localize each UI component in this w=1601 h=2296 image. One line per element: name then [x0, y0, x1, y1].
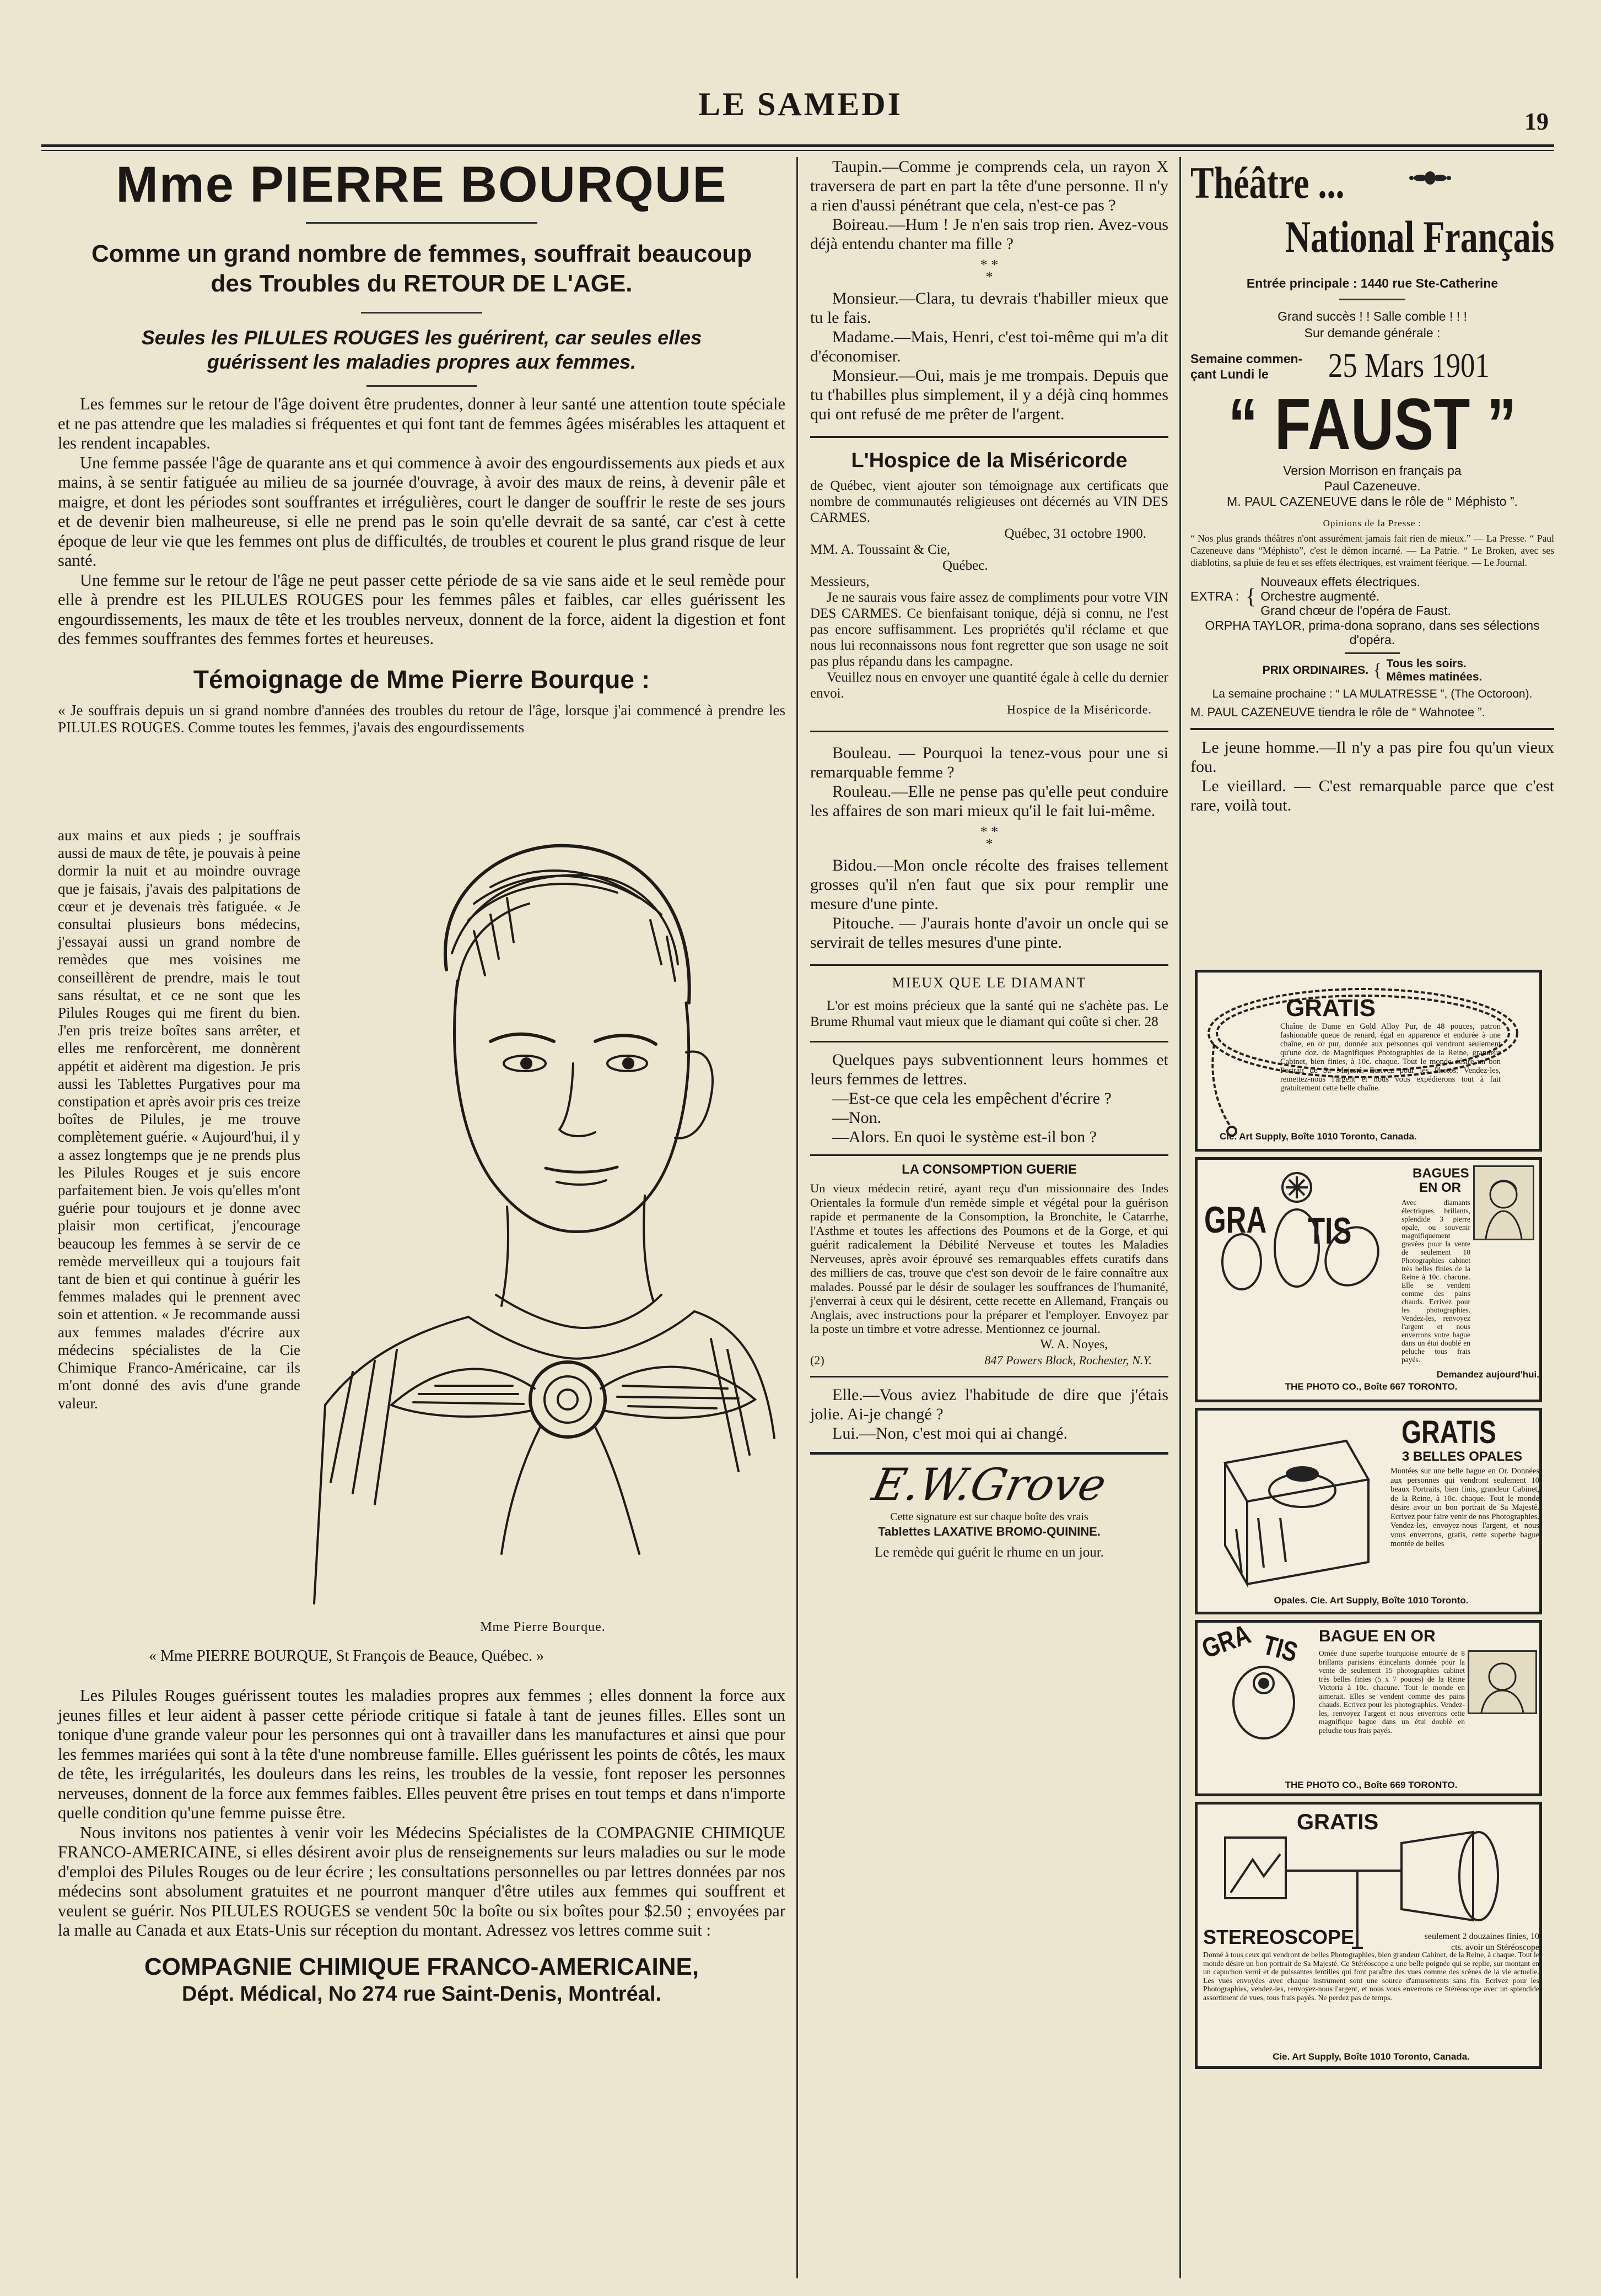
ad5-body: Donné à tous ceux qui vendront de belles Photographies, bien grandeur Cabinet, de la Reine, à chaque. Tout le monde désire un bon portrait de Sa Majesté. Ce Stéréoscope a une belle poignée qui se replie, sur montant en un capuchon verni et de puissantes lentilles qui font paraître des vues comme des scènes de la vie actuelle. Les vues envoyées avec chaque instrument sont une source d'amusements sans fin. Ecrivez pour les Photographies, vendez-les, renvoyez-nous l'argent, et nous vous enverrons ce Stéréoscope avec un splendide assortiment de vues, tous frais payés. Ne perdez pas de temps.: [1203, 1951, 1539, 2002]
hospice-salutation: Messieurs,: [810, 574, 870, 589]
paragraph-4: Les Pilules Rouges guérissent toutes les maladies propres aux femmes ; elles donnent la force aux jeunes filles et leur aident à passer cette période critique si fatale à tant de jeunes filles. Elles sont un tonique d'une grande valeur pour les personnes qui ont à travailler dans les manufactures et ainsi que pour les femmes mariées qui sont à la tête d'une nombreuse famille. Elles guérissent les points de côtés, les maux de tête, les irrégularités, les douleurs dans les reins, les troubles de la vessie, font reposer les personnes nerveuses, donnent de la force aux femmes faibles. Elles peuvent être prises en tout temps et dans n'importe quelle condition qu'une femme puisse être.: [58, 1686, 785, 1822]
theatre-header: [1190, 157, 1554, 267]
theatre-entrance: Entrée principale : 1440 rue Ste-Catherine: [1246, 276, 1498, 290]
ad5-footer: Cie. Art Supply, Boîte 1010 Toronto, Canada.: [1273, 2051, 1470, 2062]
ad-gratis-bague: [1195, 1620, 1542, 1796]
left-column-bottom: [58, 1686, 785, 2007]
portrait-illustration: [309, 821, 777, 1614]
ad-subtitle: [58, 239, 785, 299]
theatre-title: Théâtre ...: [1190, 158, 1345, 208]
dialogue-bidou: Bidou.—Mon oncle récolte des fraises tellement grosses qu'il n'en faut que six pour remplir une mesure d'une pinte.: [810, 856, 1168, 913]
press-opinions: “ Nos plus grands théâtres n'ont assurément jamais fait rien de mieux.” — La Presse. “ Paul Cazeneuve dans “Méphisto”, c'est le démon incarné. — La Patrie. “ Le Broken, avec ses diablotins, sa pluie de feu et ses effets électriques, est vraiment féerique. — Le Journal.: [1190, 533, 1554, 568]
extra-label: EXTRA :: [1190, 588, 1239, 603]
joke-pays-2: —Est-ce que cela les empêchent d'écrire ?: [832, 1089, 1112, 1108]
extra-item-1: Nouveaux effets électriques.: [1260, 575, 1421, 589]
hospice-body: Je ne saurais vous faire assez de compliments pour votre VIN DES CARMES. Ce bienfaisant tonique, déjà si connu, ne l'est pas encore suffisamment. Les propriétés qu'il réclame et que nous lui reconnaissons nous font regretter que son usage ne soit pas plus répandu dans les campagne.: [810, 590, 1168, 669]
newspaper-title: LE SAMEDI: [698, 86, 903, 122]
prix-label: PRIX ORDINAIRES.: [1262, 664, 1369, 677]
orpha-taylor: ORPHA TAYLOR, prima-dona soprano, dans ses sélections d'opéra.: [1205, 618, 1540, 647]
version-line-2: Paul Cazeneuve.: [1324, 479, 1421, 493]
ad-gratis-opales: [1195, 1408, 1542, 1614]
dialogue-taupin: Taupin.—Comme je comprends cela, un rayon X traversera de part en part la tête d'une personne. Il n'y a rien d'aussi pénétrant que cela, n'est-ce pas ?: [810, 158, 1168, 214]
ad3-title: GRATIS: [1401, 1414, 1496, 1450]
ad-subheading-line-1: Seules les PILULES ROUGES les guérirent, car seules elles: [141, 326, 702, 349]
ring-box-icon: [1203, 1419, 1379, 1590]
left-column: [58, 157, 785, 736]
ad2-title-left: GRA: [1204, 1199, 1267, 1241]
portrait-caption: Mme Pierre Bourque.: [480, 1620, 606, 1634]
hospice-signature: Hospice de la Miséricorde.: [1006, 703, 1152, 716]
diamant-body: L'or est moins précieux que la santé qui ne s'achète pas. Le Brume Rhumal vaut mieux que le diamant qui coûte si cher. 28: [810, 998, 1168, 1029]
hospice-date: Québec, 31 octobre 1900.: [1004, 526, 1146, 541]
ad2-title-right: TIS: [1308, 1210, 1352, 1252]
testimony-heading: Témoignage de Mme Pierre Bourque :: [193, 665, 650, 694]
ad2-body-top: Avec diamants électriques brillants, splendide 3 pierre opale, ou souvenir magnifiquement gravées pour la vente de seulement 10 Photographies cabinet très belles finies de la Reine à 10c. chacune. Elle se vendent comme des pains chauds. Ecrivez pour les photographies. Vendez-les, renvoyez l'argent et nous enverrons votre bague dans un étui doublé en peluche tous frais payés.: [1401, 1198, 1470, 1364]
dialogue-pitouche: Pitouche. — J'aurais honte d'avoir un oncle qui se servirait de telles mesures d'une pinte.: [810, 914, 1168, 952]
rings-icon: [1209, 1165, 1385, 1292]
hospice-body-2: Veuillez nous en envoyer une quantité égale à celle du dernier envoi.: [810, 670, 1168, 701]
extra-block: [1190, 574, 1554, 618]
paragraph-1: Les femmes sur le retour de l'âge doivent être prudentes, donner à leur santé une attention toute spéciale et ne pas attendre que les maladies si fréquentes et qui font tant de femmes âgées misérables les attaquent et les rendent incapables.: [58, 395, 785, 452]
faust-title: “ FAUST ”: [1228, 383, 1517, 464]
extra-item-3: Grand chœur de l'opéra de Faust.: [1260, 603, 1451, 618]
subheading-rule: [366, 385, 477, 387]
prix-brace-icon: {: [1373, 660, 1382, 680]
joke-vieillard: Le vieillard. — C'est remarquable parce que c'est rare, voilà tout.: [1190, 777, 1554, 814]
divider: [810, 436, 1168, 438]
divider-5: [810, 1154, 1168, 1156]
ad-headline: Mme PIERRE BOURQUE: [116, 156, 727, 213]
company-address: Dépt. Médical, No 274 rue Saint-Denis, Montréal.: [182, 1982, 661, 2006]
ad-gratis-chain: [1195, 970, 1542, 1152]
joke-pays-3: —Non.: [832, 1109, 882, 1127]
ad4-title-right: TIS: [1259, 1629, 1301, 1668]
dialogue-rouleau: Rouleau.—Elle ne pense pas qu'elle peut conduire les affaires de son mari mieux qu'il le fait lui-même.: [810, 782, 1168, 820]
consomption-address-text: 847 Powers Block, Rochester, N.Y.: [984, 1353, 1152, 1367]
divider-2: [810, 731, 1168, 732]
consomption-address: [810, 1352, 1168, 1368]
ad4-heading: BAGUE EN OR: [1319, 1627, 1436, 1645]
testimony-signature: « Mme PIERRE BOURQUE, St François de Beauce, Québec. »: [149, 1647, 544, 1665]
ad1-title: GRATIS: [1286, 995, 1376, 1022]
joke-pays-1: Quelques pays subventionnent leurs hommes et leurs femmes de lettres.: [810, 1051, 1168, 1088]
ad5-heading: STEREOSCOPE: [1203, 1926, 1355, 1948]
subtitle-rule: [361, 312, 482, 314]
diamant-title: MIEUX QUE LE DIAMANT: [892, 975, 1087, 991]
ad-subtitle-line-1: Comme un grand nombre de femmes, souffrait beaucoup: [91, 240, 752, 267]
ad2-heading: BAGUES EN OR: [1413, 1166, 1469, 1195]
column-divider-2: [1179, 157, 1181, 2278]
dialogue-monsieur-2: Monsieur.—Oui, mais je me trompais. Depuis que tu t'habilles plus simplement, il y a déjà cinq hommes qui ont refusé de me prêter de l'argent.: [810, 366, 1168, 423]
paragraph-3: Une femme sur le retour de l'âge ne peut passer cette période de sa vie sans aide et le seul remède pour elle à prendre est les PILULES ROUGES pour les femmes pâles et faibles, car elles guérissent les engourdissements, les maux de tête et les troubles nerveux, donnent de la force, aident la digestion et font des femmes souffrantes des femmes fortes et heureuses.: [58, 570, 785, 648]
dialogue-bouleau: Bouleau. — Pourquoi la tenez-vous pour une si remarquable femme ?: [810, 744, 1168, 781]
portrait-of-woman-icon: [309, 821, 777, 1614]
joke-pays-4: —Alors. En quoi le système est-il bon ?: [832, 1128, 1097, 1146]
hospice-intro: de Québec, vient ajouter son témoignage aux certificats que nombre de communautés religieuses ont décernés au VIN DES CARMES.: [810, 478, 1168, 525]
paragraph-5: Nous invitons nos patientes à venir voir les Médecins Spécialistes de la COMPAGNIE CHIMIQUE FRANCO-AMERICAINE, si elles désirent avoir plus de renseignements sur leurs maladies ou sur le mode d'emploi des Pilules Rouges ou de leur écrire ; les consultations personnelles ou par lettres données par nos médecins sont absolument gratuites et ne pourront manquer d'être utiles aux femmes qui souffrent et veulent se guérir. Nos PILULES ROUGES se vendent 50c la boîte ou six boîtes pour $2.50 ; envoyées par la malle au Canada et aux Etats-Unis sur réception du montant. Adressez vos lettres comme suit :: [58, 1823, 785, 1940]
testimony-text: aux mains et aux pieds ; je souffrais aussi de maux de tête, je pouvais à peine dormir la nuit et au moindre ouvrage que je faisais, j'avais des palpitations de cœur et je devenais très fatiguée. « Je consultai plusieurs bons médecins, j'essayai aussi un grand nombre de remèdes que mes voisines me conseillèrent de prendre, mais le tout sans résultat, et ce ne sont que les Pilules Rouges qui me firent du bien. J'en pris treize boîtes sans arrêter, et elles me renforcèrent, me donnèrent appétit et aidèrent ma digestion. Je pris aussi les Tablettes Purgatives pour ma constipation et après avoir pris ces treize boîtes de Pilules, je me trouve complètement guérie. « Aujourd'hui, il y a assez longtemps que je ne prends plus les Pilules Rouges et je suis encore parfaitement bien. Je vois qu'elles m'ont guérie pour toujours et je donne avec plaisir mon certificat, j'encourage beaucoup les femmes à se servir de ce remède merveilleux qui a toujours fait tant de bien et qui continue à guérir les femmes malades qui le prennent avec soin et attention. « Je recommande aussi aux femmes malades d'écrire aux médecins spécialistes de la Cie Chimique Franco-Américaine, car ils m'ont donné des avis d'une grande valeur.: [58, 827, 300, 1412]
theatre-bottom-rule: [1190, 728, 1554, 730]
ad-gratis-rings: [1195, 1157, 1542, 1402]
grove-line-1: Cette signature est sur chaque boîte des vrais: [890, 1510, 1088, 1523]
ad4-title-left: GRA: [1198, 1618, 1255, 1665]
prix-list: [1386, 657, 1482, 684]
header-rule-thin: [41, 150, 1554, 151]
header-rule: [41, 144, 1554, 147]
middle-column: [810, 157, 1168, 1563]
divider-4: [810, 1041, 1168, 1042]
press-opinions-label: Opinions de la Presse :: [1323, 518, 1422, 528]
extra-list: [1260, 575, 1451, 618]
theatre-week-label: [1190, 351, 1328, 382]
paragraph-2: Une femme passée l'âge de quarante ans et qui commence à avoir des engourdissements aux pieds et aux mains, à se sentir fatiguée au milieu de sa journée d'ouvrage, à avoir des maux de reins, à devenir pâle et maigre, et dont les périodes sont souffrantes et irrégulières, court le danger de souffrir le reste de ses jours et de devenir bien malheureuse, si elle ne prend pas le soin qu'elle devrait de sa santé, car c'est à cette époque de leur vie que les femmes ont plus de difficultés, de troubles et courent le plus grand risque de leur santé.: [58, 453, 785, 570]
hospice-title: L'Hospice de la Miséricorde: [851, 449, 1128, 472]
ad5-side-text: seulement 2 douzaines finies, 10 cts. avoir un Stéréoscope: [1424, 1932, 1539, 1952]
queen-portrait-icon: [1473, 1165, 1534, 1240]
ad-subheading: [58, 326, 785, 374]
theatre-week-line-2: çant Lundi le: [1190, 366, 1269, 381]
dialogue-elle: Elle.—Vous aviez l'habitude de dire que j'étais jolie. Ai-je changé ?: [810, 1385, 1168, 1423]
ad4-body: Ornée d'une superbe tourquoise entourée de 8 brillants parisiens étincelants donnée pour la vente de seulement 15 photographies cabinet très belles finies (5 x 7 pouces) de la Reine Victoria à 10c. chacune. Tout le monde en aimerait. Elles se vendent comme des pains chauds. Ecrivez pour les photographies. Vendez-les, renvoyez l'argent et nous enverrons cette magnifique bague dans un étui doublé en peluche tous frais payés.: [1319, 1649, 1465, 1735]
brace-icon: {: [1246, 584, 1257, 608]
page-number: 19: [1524, 108, 1549, 135]
prix-rule: [1345, 652, 1400, 654]
hospice-city: Québec.: [942, 558, 988, 573]
ad5-title: GRATIS: [1297, 1810, 1379, 1834]
section-stars-1: * * *: [980, 257, 999, 285]
ad2-footer-2: THE PHOTO CO., Boîte 667 TORONTO.: [1285, 1381, 1458, 1392]
ring-icon: [1220, 1661, 1308, 1744]
next-week: La semaine prochaine : “ LA MULATRESSE ”, (The Octoroon).: [1212, 688, 1533, 700]
theatre-date: 25 Mars 1901: [1328, 347, 1490, 385]
prix-block: [1190, 657, 1554, 684]
theatre-demand: Sur demande générale :: [1304, 326, 1441, 340]
prix-item-2: Mêmes matinées.: [1386, 671, 1483, 683]
grove-signature: E.W.Grove: [868, 1458, 1111, 1510]
ornament-icon: [1408, 168, 1452, 188]
cazeneuve-role: M. PAUL CAZENEUVE dans le rôle de “ Méphisto ”.: [1227, 494, 1518, 509]
consomption-title: LA CONSOMPTION GUERIE: [902, 1162, 1077, 1177]
dialogue-boireau: Boireau.—Hum ! Je n'en sais trop rien. Avez-vous déjà entendu chanter ma fille ?: [810, 215, 1168, 253]
queen-victoria-portrait-icon: [1468, 1650, 1537, 1714]
consomption-signature: W. A. Noyes,: [1040, 1337, 1108, 1351]
extra-item-2: Orchestre augmenté.: [1260, 589, 1380, 603]
ad-subheading-line-2: guérissent les maladies propres aux femmes.: [207, 350, 637, 373]
hospice-to: MM. A. Toussaint & Cie,: [810, 542, 951, 557]
version-line-1: Version Morrison en français pa: [1283, 463, 1462, 478]
ad2-footer-1: Demandez aujourd'hui.: [1436, 1369, 1539, 1380]
divider-7: [810, 1452, 1168, 1455]
testimony-column: [58, 826, 300, 1412]
theatre-name: National Français: [1285, 212, 1554, 262]
headline-rule: [306, 222, 537, 224]
joke-jeune-homme: Le jeune homme.—Il n'y a pas pire fou qu'un vieux fou.: [1190, 738, 1554, 776]
divider-3: [810, 964, 1168, 966]
right-column: [1190, 157, 1554, 815]
dialogue-monsieur: Monsieur.—Clara, tu devrais t'habiller mieux que tu le fais.: [810, 289, 1168, 327]
wahnotee: M. PAUL CAZENEUVE tiendra le rôle de “ Wahnotee ”.: [1190, 705, 1485, 719]
testimony-intro: « Je souffrais depuis un si grand nombre d'années des troubles du retour de l'âge, lorsque j'ai commencé à prendre les PILULES ROUGES. Comme toutes les femmes, j'avais des engourdissements: [58, 701, 785, 736]
divider-6: [810, 1376, 1168, 1377]
ad-gratis-stereoscope: [1195, 1802, 1542, 2069]
consomption-body: Un vieux médecin retiré, ayant reçu d'un missionnaire des Indes Orientales la formule d'un remède simple et végétal pour la guérison rapide et permanente de la Consomption, la Bronchite, le Catarrhe, l'Asthme et toutes les affections des Poumons et de la Gorge, et qui guérit radicalement la Débilité Nerveuse et toutes les Maladies Nerveuses, après avoir éprouvé ses remarquables effets curatifs dans des milliers de cas, trouve que c'est son devoir de le faire connaître aux malades. Poussé par le désir de soulager les souffrances de l'humanité, j'enverrai à ceux qui le désirent, cette recette en Allemand, Français ou Anglais, avec instructions pour la préparer et l'employer. Envoyez par la poste un timbre et votre adresse. Mentionnez ce journal.: [810, 1181, 1168, 1336]
theatre-success: Grand succès ! ! Salle comble ! ! !: [1277, 309, 1467, 323]
company-name: COMPAGNIE CHIMIQUE FRANCO-AMERICAINE,: [144, 1953, 699, 1980]
ad3-heading: 3 BELLES OPALES: [1401, 1449, 1523, 1464]
column-divider-1: [796, 157, 798, 2278]
theatre-week-line-1: Semaine commen-: [1190, 351, 1303, 366]
ad4-footer: THE PHOTO CO., Boîte 669 TORONTO.: [1285, 1780, 1458, 1790]
grove-line-3: Le remède qui guérit le rhume en un jour.: [875, 1544, 1104, 1560]
theatre-rule: [1339, 299, 1405, 300]
consomption-number: (2): [810, 1353, 824, 1367]
dialogue-madame: Madame.—Mais, Henri, c'est toi-même qui m'a dit d'économiser.: [810, 328, 1168, 365]
ad3-body: Montées sur une belle bague en Or. Données aux personnes qui vendront seulement 10 beaux Portraits, bien finis, grandeur Cabinet, de la Reine, à 10c. chaque. Tout le monde désire avoir un bon portrait de Sa Majesté. Ecrivez pour faire venir de nos Photographies. Vendez-les, envoyez-nous l'argent, et nous vous enverrons, gratis, cette superbe bague montée de belles: [1390, 1467, 1539, 1548]
dialogue-lui: Lui.—Non, c'est moi qui ai changé.: [832, 1424, 1068, 1443]
section-stars-2: * * *: [980, 824, 999, 852]
ad-subtitle-line-2: des Troubles du RETOUR DE L'AGE.: [211, 270, 633, 297]
ad1-footer: Cie. Art Supply, Boîte 1010 Toronto, Canada.: [1220, 1131, 1417, 1142]
theatre-date-row: [1190, 347, 1554, 386]
ad3-footer: Opales. Cie. Art Supply, Boîte 1010 Toronto.: [1274, 1595, 1469, 1606]
grove-line-2: Tablettes LAXATIVE BROMO-QUININE.: [878, 1524, 1101, 1538]
prix-item-1: Tous les soirs.: [1386, 657, 1467, 670]
ad1-body: Chaîne de Dame en Gold Alloy Pur, de 48 pouces, patron fashionable queue de renard, égal en apparence et endurée à une chaîne, en or pur, donnée aux personnes qui vendront seulement qu'une doz. de Magnifiques Photographies de la Reine, grandeur Cabinet, bien finies, à 10c. chaque. Tout le monde désire un bon Portrait de Sa Majesté. Ecrivez pour les Photos. Vendez-les, remettez-nous l'argent et nous vous expédierons tout à fait gratuitement cette belle chaîne.: [1280, 1022, 1501, 1093]
